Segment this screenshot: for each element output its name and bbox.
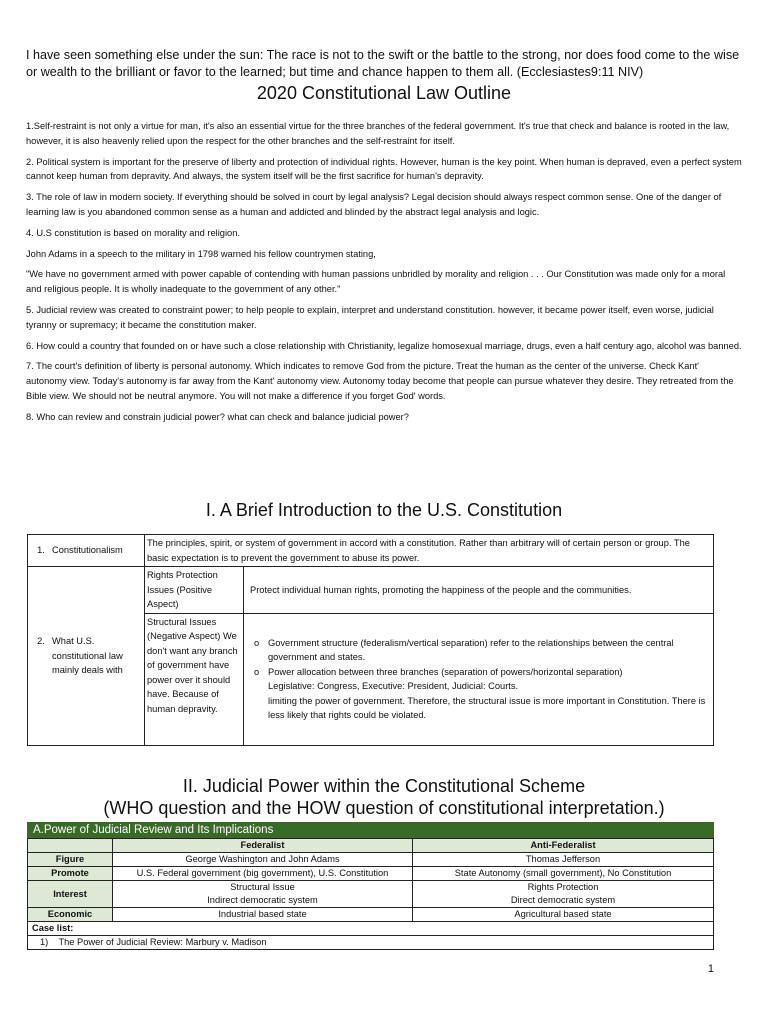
federalist-comparison-table (27, 838, 714, 950)
paragraph: 7. The court's definition of liberty is personal autonomy. Which indicates to remove God from the picture. Treat the human as the center of the universe. Check Kant' autonomy view. Today's autonomy is far away from the Kant' autonomy view. Autonomy today become that people can pursue whatever they desire. They retreated from the Bible view. We should not be neutral anymore. You will not make a difference if you forget God' words. (26, 361, 734, 401)
table-row (28, 922, 714, 936)
rights-text-cell: Protect individual human rights, promoting the happiness of the people and the communities. (244, 567, 714, 614)
judicial-review-header: A.Power of Judicial Review and Its Implications (27, 822, 714, 838)
constitution-intro-table (27, 534, 714, 746)
paragraph: 4. U.S constitution is based on morality and religion. (26, 227, 240, 238)
cell-line: Indirect democratic system (207, 895, 318, 905)
case-name: The Power of Judicial Review: Marbury v. Madison (58, 937, 267, 947)
row-label: Constitutionalism (52, 545, 123, 556)
definition-cell: The principles, spirit, or system of government in accord with a constitution. Rather than arbitrary will of certain person or group. The basic expectation is to prevent the government to abuse its power. (145, 535, 714, 567)
paragraph: John Adams in a speech to the military in 1798 warned his fellow countrymen stating, (26, 248, 376, 259)
table-cell: Agricultural based state (413, 908, 714, 922)
page-number: 1 (707, 963, 714, 975)
column-header (28, 839, 113, 853)
paragraph: "We have no government armed with power capable of contending with human passions unbridled by morality and religion . . . Our Constitution was made only for a moral and religious people. It is wholly inadequate to the government of any other." (26, 269, 726, 295)
list-item (252, 665, 711, 723)
table-header-row (28, 839, 714, 853)
row-label-cell (28, 567, 145, 746)
structural-bullet-list (246, 636, 711, 723)
row-number: 2. (37, 636, 45, 646)
column-header-federalist: Federalist (113, 839, 413, 853)
bullet-line: limiting the power of government. Therefore, the structural issue is more important in Constitution. There is less likely that rights could be violated. (268, 695, 706, 720)
case-list-item (28, 936, 714, 950)
paragraph: 8. Who can review and constrain judicial power? what can check and balance judicial power? (26, 411, 409, 422)
epigraph-quote: I have seen something else under the sun: The race is not to the swift or the battle to the strong, nor does food come to the wise or wealth to the brilliant or favor to the learned; but time and chance happen to them all. (Ecclesiastes9:11 NIV) (26, 48, 740, 79)
row-label-cell (28, 535, 145, 567)
table-row (28, 867, 714, 881)
column-header-anti-federalist: Anti-Federalist (413, 839, 714, 853)
document-title: 2020 Constitutional Law Outline (256, 83, 512, 103)
cell-line: Structural Issue (230, 882, 295, 892)
table-cell: Industrial based state (113, 908, 413, 922)
row-header: Promote (28, 867, 113, 881)
paragraph: 5. Judicial review was created to constraint power; to help people to explain, interpret and understand constitution. however, it became power itself, even worse, judicial tyranny or supremacy; it became the constitution maker. (26, 304, 714, 330)
intro-paragraphs (26, 119, 742, 431)
cell-line: Direct democratic system (510, 895, 616, 905)
row-header: Figure (28, 853, 113, 867)
bullet-line: Legislative: Congress, Executive: President, Judicial: Courts. (268, 681, 519, 691)
table-cell: State Autonomy (small government), No Constitution (413, 867, 714, 881)
section-1-title: I. A Brief Introduction to the U.S. Constitution (205, 500, 563, 520)
table-row (28, 908, 714, 922)
list-item: o Government structure (federalism/vertical separation) refer to the relationships between the central government and states. (252, 636, 711, 665)
paragraph: 1.Self-restraint is not only a virtue for man, it's also an essential virtue for the three branches of the federal government. It's true that check and balance is rooted in the law, however, it is also heavenly relied upon the respect for the other branches and the self-restraint for itself. (26, 121, 730, 146)
case-number: 1) (40, 937, 49, 947)
table-cell: George Washington and John Adams (113, 853, 413, 867)
case-list-label: Case list: (28, 922, 714, 936)
paragraph: 3. The role of law in modern society. If everything should be solved in court by legal analysis? Legal decision should always respect common sense. One of the danger of learning law is you abandoned common sense as a human and addicted and blinded by the abstract legal analysis and logic. (26, 192, 722, 217)
table-cell (413, 881, 714, 908)
table-row (28, 853, 714, 867)
table-cell: U.S. Federal government (big government), U.S. Constitution (113, 867, 413, 881)
table-row (28, 881, 714, 908)
paragraph: 6. How could a country that founded on or have such a close relationship with Christianity, legalize homosexual marriage, drugs, even a half century ago, alcohol was banned. (26, 340, 742, 351)
paragraph: 2. Political system is important for the preserve of liberty and protection of individual rights. However, human is the key point. When human is depraved, even a perfect system cannot keep human from depravity. And always, the system itself will be the first sacrifice for human's depravity. (26, 156, 742, 182)
structural-text-cell (244, 613, 714, 745)
table-row (28, 535, 714, 567)
section-2-title: II. Judicial Power within the Constitutional Scheme (182, 776, 586, 796)
table-cell: Thomas Jefferson (413, 853, 714, 867)
row-label: What U.S. constitutional law mainly deals with (52, 636, 123, 675)
section-2-subtitle: (WHO question and the HOW question of constitutional interpretation.) (103, 798, 665, 818)
row-number: 1. (37, 545, 45, 556)
table-cell (113, 881, 413, 908)
table-row (28, 936, 714, 950)
rights-label-cell: Rights Protection Issues (Positive Aspect) (145, 567, 244, 614)
row-header: Economic (28, 908, 113, 922)
bullet-line: Power allocation between three branches (separation of powers/horizontal separation) (268, 666, 623, 677)
row-header: Interest (28, 881, 113, 908)
structural-label-cell: Structural Issues (Negative Aspect) We don't want any branch of government have power over it should have. Because of human depravity. (145, 613, 244, 745)
cell-line: Rights Protection (527, 882, 599, 892)
table-row (28, 567, 714, 614)
